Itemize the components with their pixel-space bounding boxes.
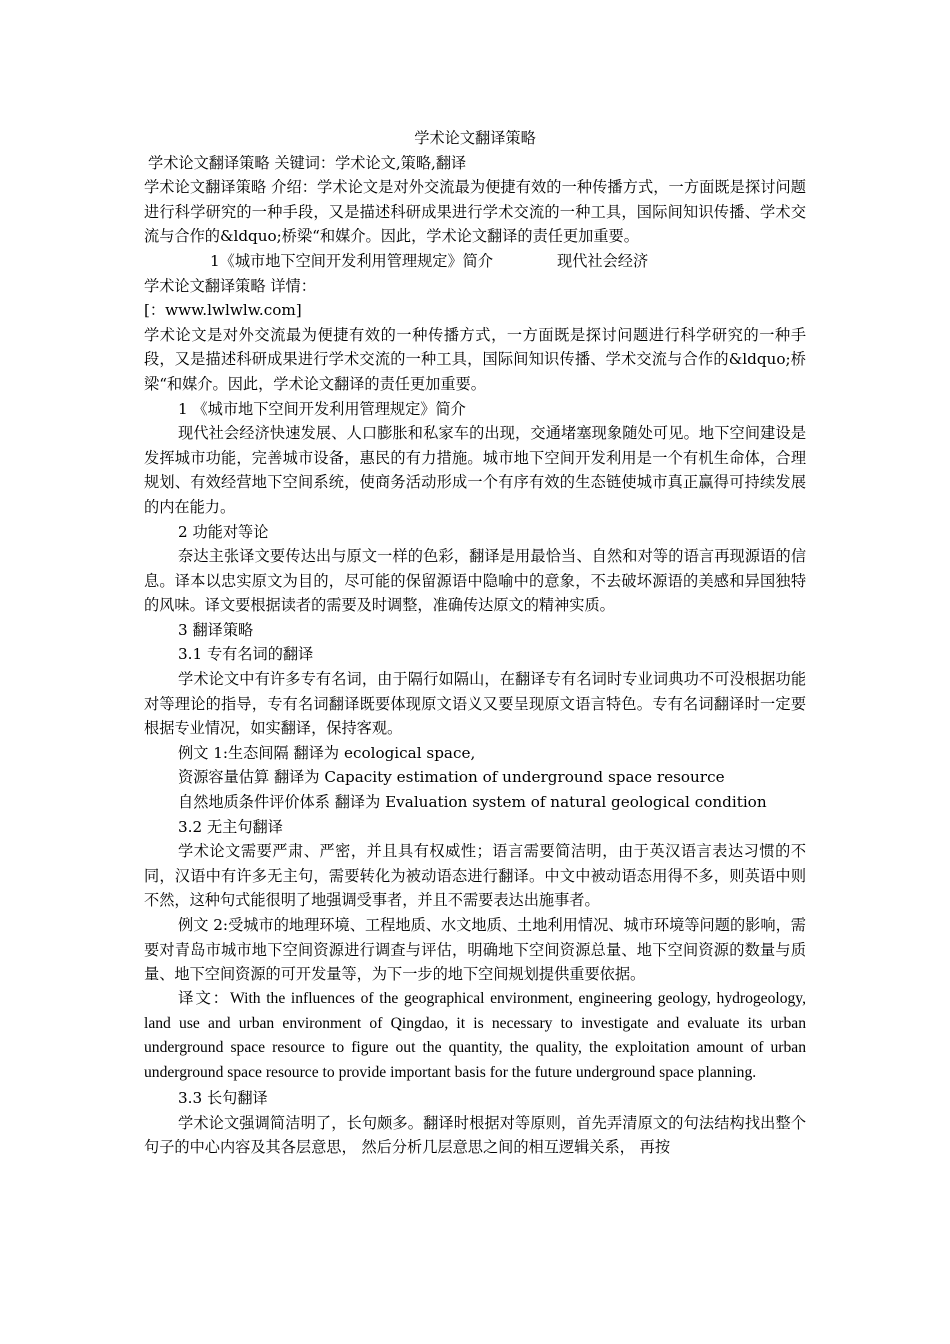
subheading-left: 1《城市地下空间开发利用管理规定》简介 (210, 251, 494, 270)
paragraph-1: 学术论文是对外交流最为便捷有效的一种传播方式，一方面既是探讨问题进行科学研究的一种手段，又是描述科研成果进行学术交流的一种工具，国际间知识传播、学术交流与合作的&ldquo;桥梁“和媒介。因此，学术论文翻译的责任更加重要。 (144, 325, 806, 393)
translation-paragraph: 译文：With the influences of the geographical environment, engineering geology, hydrogeology, land use and urban environment of Qingdao, it is necessary to investigate and evaluate its urban underground space resource to figure out the quantity, the quality, the exploitation amount of urban underground space resource to provide important basis for the future underground space planning. (144, 989, 806, 1082)
heading-2: 2 功能对等论 (178, 522, 269, 541)
example-1b: 资源容量估算 翻译为 Capacity estimation of underground space resource (178, 768, 725, 787)
keywords-line: 学术论文翻译策略 关键词：学术论文,策略,翻译 (148, 153, 467, 172)
document-title: 学术论文翻译策略 (414, 129, 536, 147)
paragraph-2: 现代社会经济快速发展、人口膨胀和私家车的出现，交通堵塞现象随处可见。地下空间建设是发挥城市功能，完善城市设备，惠民的有力措施。城市地下空间开发利用是一个有机生命体，合理规划、有效经营地下空间系统，使商务活动形成一个有序有效的生态链使城市真正赢得可持续发展的内在能力。 (144, 424, 806, 516)
paragraph-4: 学术论文中有许多专有名词，由于隔行如隔山，在翻译专有名词时专业词典功不可没根据功能对等理论的指导，专有名词翻译既要体现原文语义又要呈现原文语言特色。专有名词翻译时一定要根据专业情况，如实翻译，保持客观。 (144, 670, 806, 738)
intro-subheading (144, 249, 806, 274)
heading-1: 1 《城市地下空间开发利用管理规定》简介 (178, 399, 466, 418)
heading-3-1: 3.1 专有名词的翻译 (178, 645, 314, 664)
paragraph-5: 学术论文需要严肃、严密，并且具有权威性；语言需要简洁明，由于英汉语言表达习惯的不同，汉语中有许多无主句，需要转化为被动语态进行翻译。中文中被动语态用得不多，则英语中则不然，这种句式能很明了地强调受事者，并且不需要表达出施事者。 (144, 842, 806, 910)
heading-3: 3 翻译策略 (178, 620, 254, 639)
paragraph-3: 奈达主张译文要传达出与原文一样的色彩，翻译是用最恰当、自然和对等的语言再现源语的信息。译本以忠实原文为目的，尽可能的保留源语中隐喻中的意象，不去破坏源语的美感和异国独特的风味。译文要根据读者的需要及时调整，准确传达原文的精神实质。 (144, 547, 806, 615)
details-label: 学术论文翻译策略 详情： (144, 276, 316, 295)
example-1c: 自然地质条件评价体系 翻译为 Evaluation system of natural geological condition (178, 793, 767, 812)
source-link: [：www.lwlwlw.com] (144, 301, 302, 320)
heading-3-2: 3.2 无主句翻译 (178, 817, 283, 836)
intro-paragraph: 学术论文翻译策略 介绍：学术论文是对外交流最为便捷有效的一种传播方式，一方面既是探讨问题进行科学研究的一种手段，又是描述科研成果进行学术交流的一种工具，国际间知识传播、学术交流与合作的&ldquo;桥梁“和媒介。因此，学术论文翻译的责任更加重要。 (144, 178, 806, 246)
document-page (144, 126, 806, 1160)
heading-3-3: 3.3 长句翻译 (178, 1088, 268, 1107)
example-1a: 例文 1:生态间隔 翻译为 ecological space, (178, 743, 476, 762)
example-2: 例文 2:受城市的地理环境、工程地质、水文地质、土地利用情况、城市环境等问题的影响，需要对青岛市城市地下空间资源进行调查与评估，明确地下空间资源总量、地下空间资源的数量与质量、地下空间资源的可开发量等，为下一步的地下空间规划提供重要依据。 (144, 916, 806, 984)
subheading-right: 现代社会经济 (557, 251, 649, 270)
paragraph-6: 学术论文强调简洁明了，长句颇多。翻译时根据对等原则，首先弄清原文的句法结构找出整个句子的中心内容及其各层意思， 然后分析几层意思之间的相互逻辑关系， 再按 (144, 1113, 806, 1157)
